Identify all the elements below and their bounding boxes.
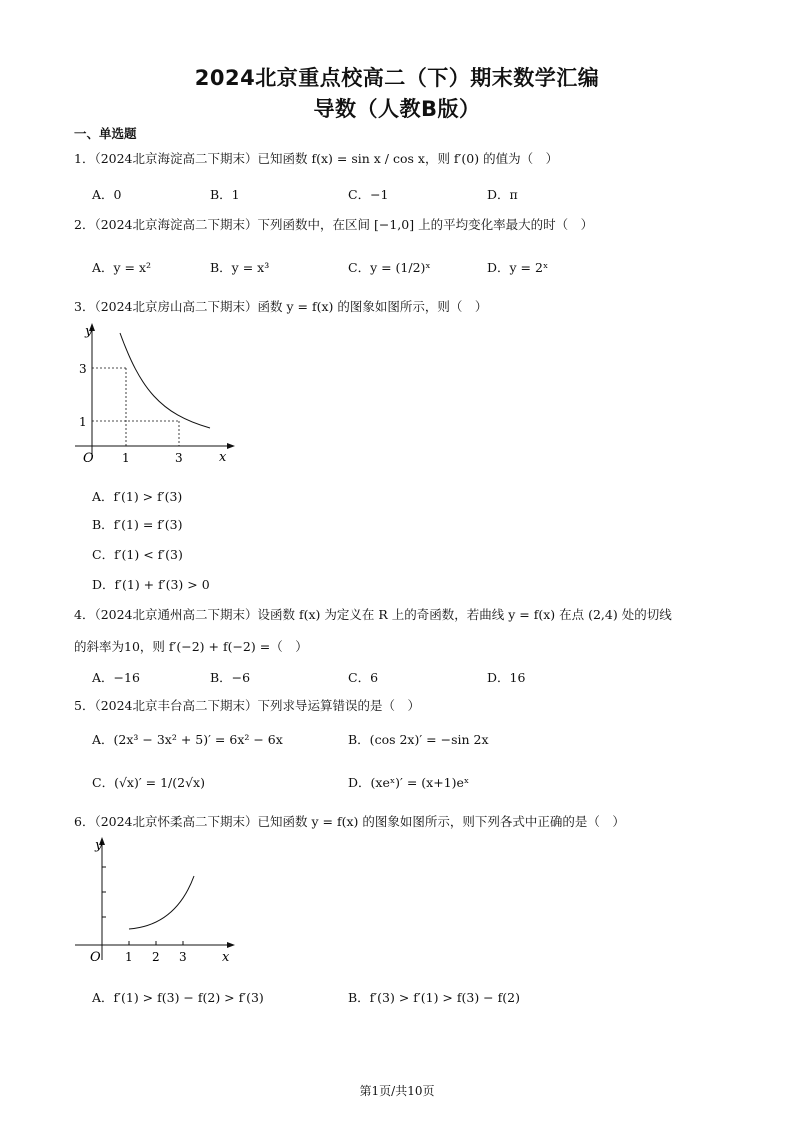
- question-3-option-d: D．f′(1) + f′(3) > 0: [92, 577, 210, 592]
- question-1-stem: 1．（2024北京海淀高二下期末）已知函数 f(x) = sin x / cos x，则 f′(0) 的值为（ ）: [74, 151, 559, 166]
- x-tick-1: 1: [122, 451, 130, 465]
- y-label: y: [85, 324, 93, 339]
- question-6-stem: 6．（2024北京怀柔高二下期末）已知函数 y = f(x) 的图象如图所示，则下列各式中正确的是（ ）: [74, 814, 625, 829]
- question-3-option-c: C．f′(1) < f′(3): [92, 547, 183, 562]
- origin-label: O: [90, 950, 101, 965]
- question-3-graph: [70, 318, 240, 473]
- x-tick-1: 1: [125, 950, 133, 964]
- question-5-option-d: D．(xeˣ)′ = (x+1)eˣ: [348, 775, 470, 790]
- page-title-line1: 2024北京重点校高二（下）期末数学汇编: [194, 66, 600, 90]
- question-4-option-a: A．−16: [92, 670, 140, 685]
- y-label: y: [95, 838, 103, 853]
- question-1-option-c: C．−1: [348, 187, 389, 202]
- y-tick-3: 3: [79, 362, 87, 376]
- x-tick-3: 3: [175, 451, 183, 465]
- question-3-stem: 3．（2024北京房山高二下期末）函数 y = f(x) 的图象如图所示，则（ ）: [74, 299, 488, 314]
- curve: [129, 876, 194, 929]
- origin-label: O: [83, 451, 94, 466]
- question-4-option-d: D．16: [487, 670, 526, 685]
- question-6-option-a: A．f′(1) > f(3) − f(2) > f′(3): [92, 990, 264, 1005]
- question-1-option-b: B．1: [210, 187, 240, 202]
- x-tick-3: 3: [179, 950, 187, 964]
- question-4-stem-line2: 的斜率为10，则 f′(−2) + f(−2) =（ ）: [74, 639, 308, 654]
- question-2-option-a: A．y = x²: [92, 260, 152, 275]
- question-2-option-c: C．y = (1/2)ˣ: [348, 260, 431, 275]
- curve: [120, 333, 210, 428]
- question-6-graph: [70, 832, 240, 972]
- question-4-option-c: C．6: [348, 670, 379, 685]
- question-2-stem: 2．（2024北京海淀高二下期末）下列函数中，在区间 [−1,0] 上的平均变化率最大的时（ ）: [74, 217, 594, 232]
- x-axis-arrow: [227, 443, 235, 449]
- question-4-option-b: B．−6: [210, 670, 251, 685]
- x-label: x: [222, 950, 230, 965]
- question-5-option-c: C．(√x)′ = 1/(2√x): [92, 775, 205, 790]
- question-2-option-d: D．y = 2ˣ: [487, 260, 549, 275]
- section-title: 一、单选题: [74, 126, 137, 141]
- question-6-option-b: B．f′(3) > f′(1) > f(3) − f(2): [348, 990, 520, 1005]
- question-3-option-a: A．f′(1) > f′(3): [92, 489, 183, 504]
- question-5-option-b: B．(cos 2x)′ = −sin 2x: [348, 732, 489, 747]
- x-axis-arrow: [227, 942, 235, 948]
- question-4-stem-line1: 4．（2024北京通州高二下期末）设函数 f(x) 为定义在 R 上的奇函数，若曲线 y = f(x) 在点 (2,4) 处的切线: [74, 607, 672, 622]
- question-5-stem: 5．（2024北京丰台高二下期末）下列求导运算错误的是（ ）: [74, 698, 421, 713]
- page-footer: 第1页/共10页: [359, 1084, 435, 1098]
- question-1-option-a: A．0: [92, 187, 122, 202]
- question-5-option-a: A．(2x³ − 3x² + 5)′ = 6x² − 6x: [92, 732, 283, 747]
- x-tick-2: 2: [152, 950, 160, 964]
- question-2-option-b: B．y = x³: [210, 260, 270, 275]
- y-tick-1: 1: [79, 415, 87, 429]
- x-label: x: [219, 450, 227, 465]
- question-1-option-d: D．π: [487, 187, 518, 202]
- question-3-option-b: B．f′(1) = f′(3): [92, 517, 183, 532]
- page-title-line2: 导数（人教B版）: [313, 97, 481, 121]
